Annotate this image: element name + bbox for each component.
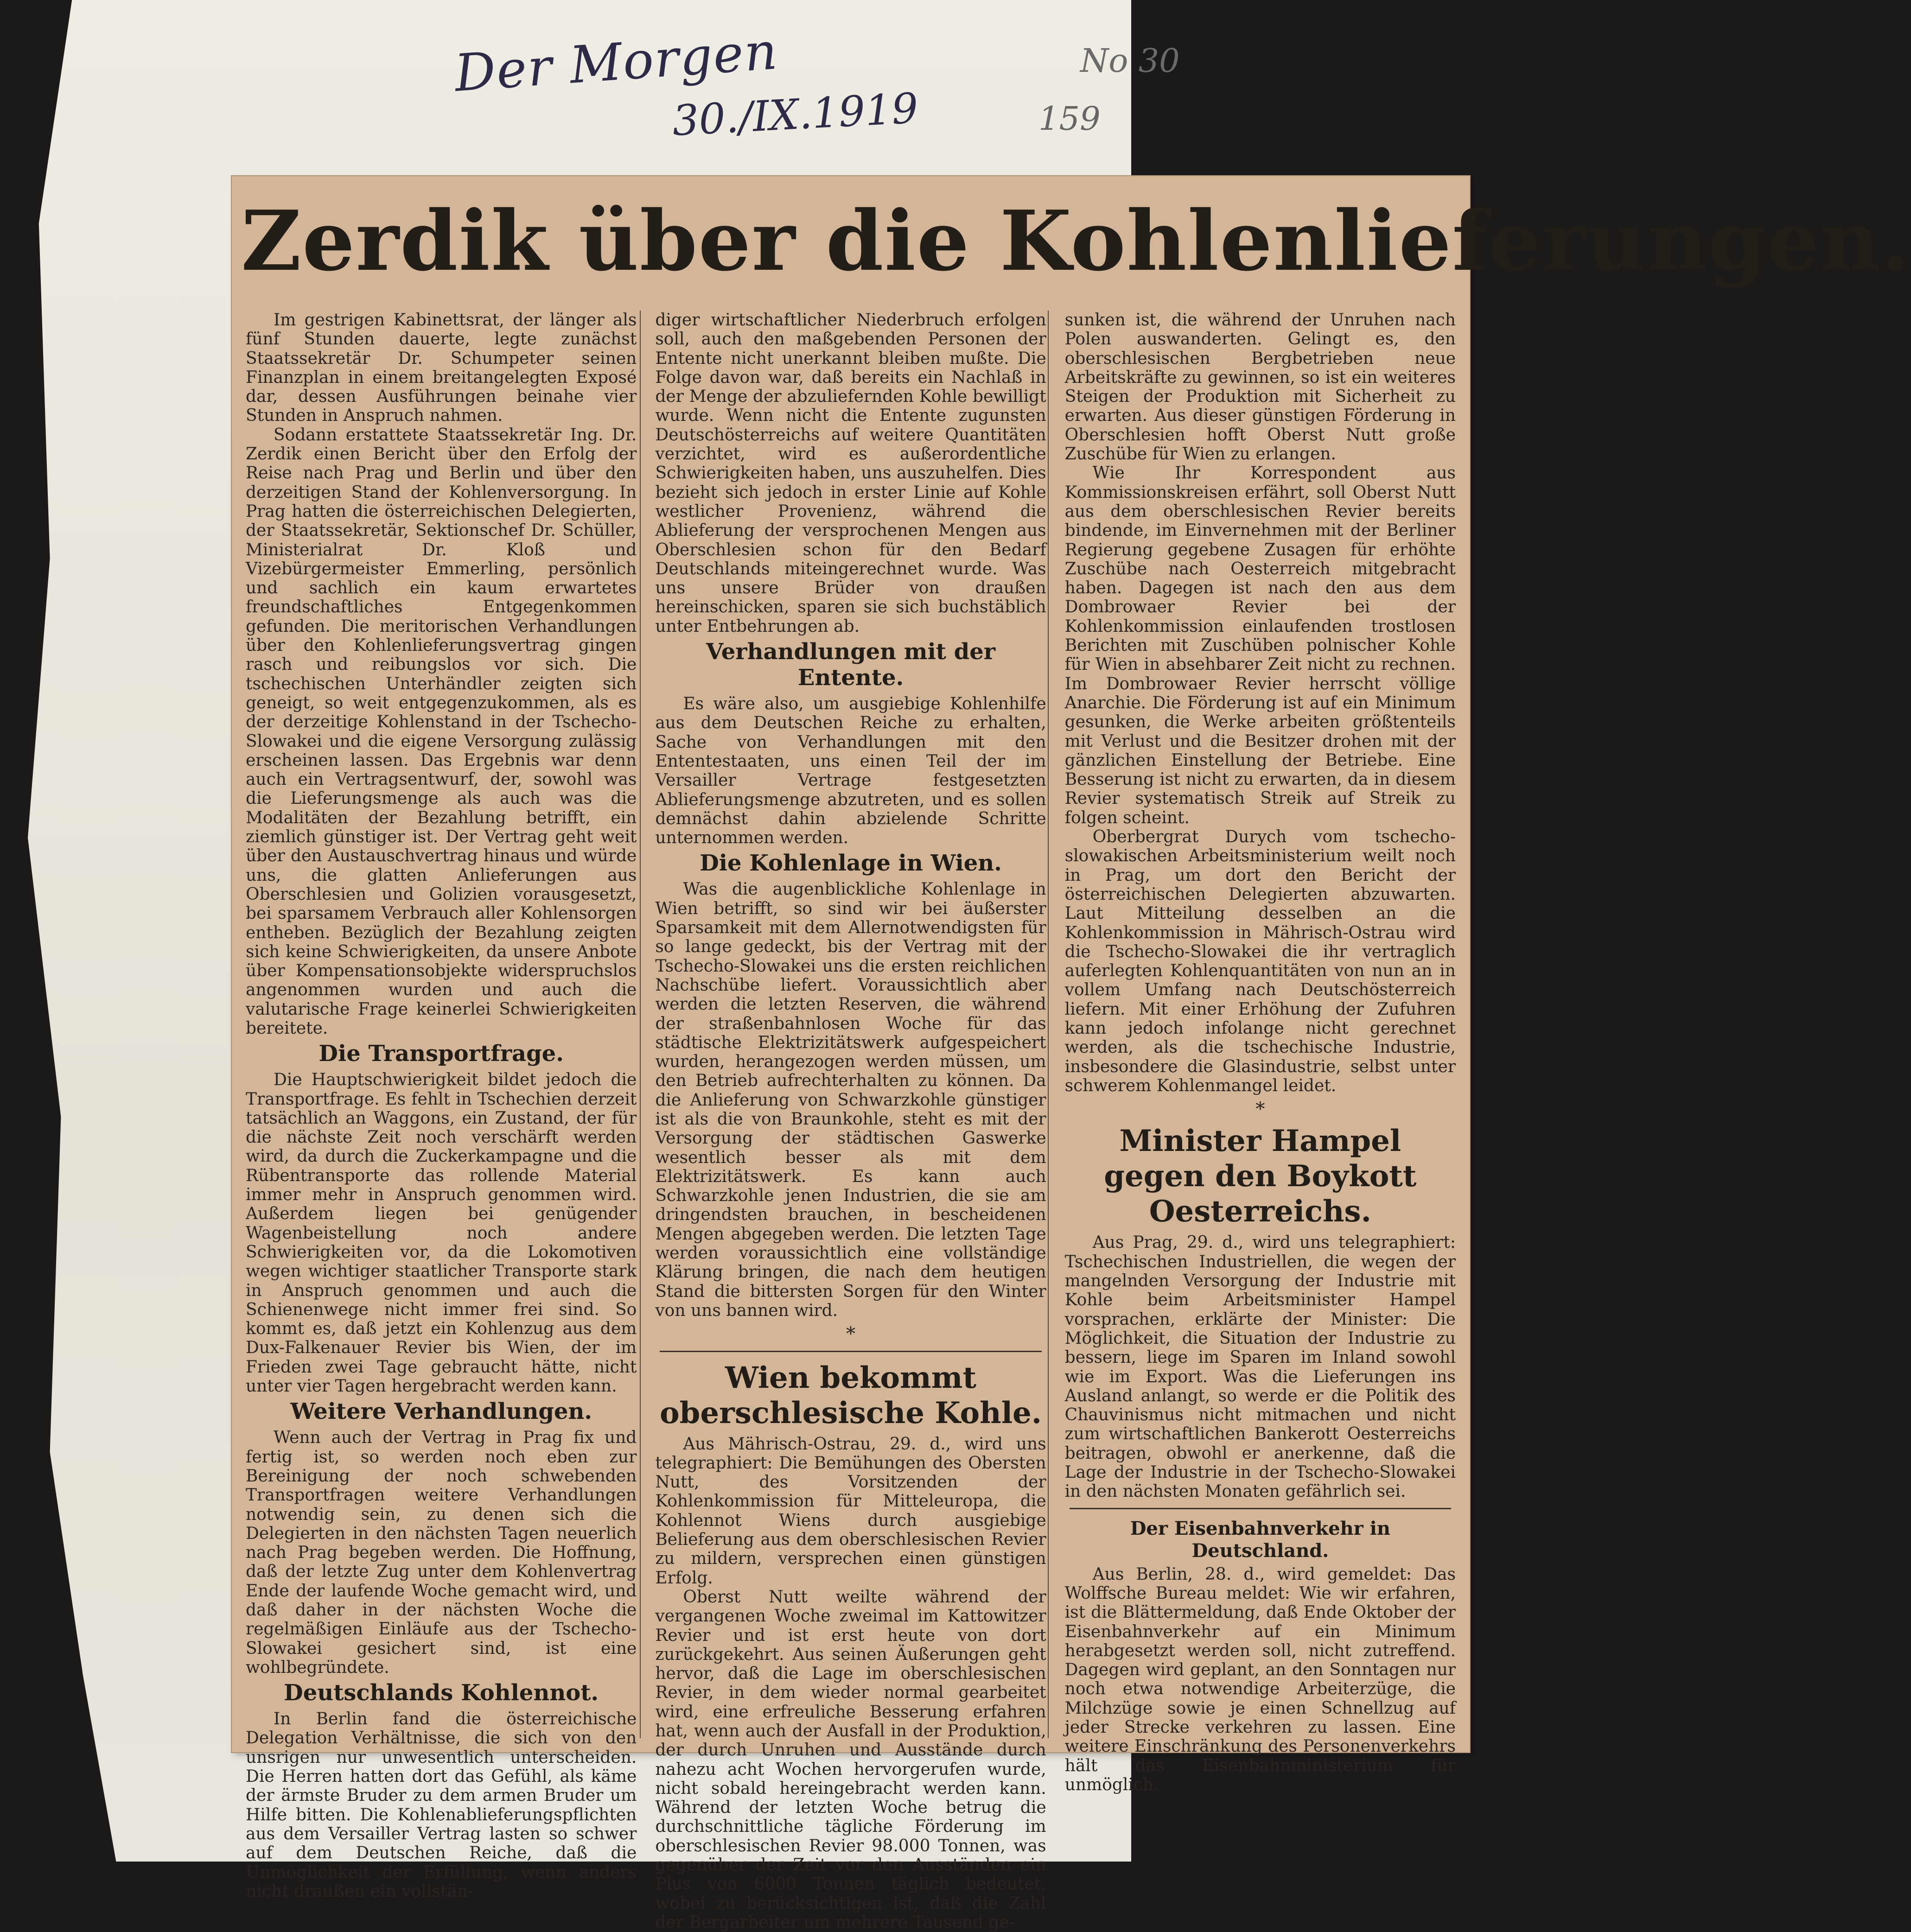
article-heading: Minister Hampel gegen den Boykott Oesterreichs. <box>1104 1124 1417 1229</box>
newspaper-clipping <box>232 176 1911 1932</box>
handwritten-page-number: 159 <box>1038 100 1101 138</box>
paragraph: Aus Mährisch-Ostrau, 29. d., wird uns telegraphiert: Die Bemühungen des Obersten Nutt, des Vorsitzenden der Kohlenkommission für Mitteleuropa, die Kohlennot Wiens durch ausgiebige Belieferung aus dem oberschlesischen Revier zu mildern, versprechen einen günstigen Erfolg. <box>655 1434 1046 1588</box>
divider-rule <box>660 1351 1041 1352</box>
section-separator-star: * <box>846 1323 855 1345</box>
paragraph: Die Hauptschwierigkeit bildet jedoch die Transportfrage. Es fehlt in Tschechien derzeit tatsächlich an Waggons, ein Zustand, der für die nächste Zeit noch verschärft werden wird, da durch die Zuckerkampagne und die Rübentransporte das rollende Material immer mehr in Anspruch genommen wird. Außerdem liegen bei genügender Wagenbeistellung noch andere Schwierigkeiten vor, da die Lokomotiven wegen wichtiger staatlicher Transporte stark in Anspruch genommen und auch die Schienenwege nicht immer frei sind. So kommt es, daß jetzt ein Kohlenzug aus dem Dux-Falkenauer Revier bis Wien, der im Frieden zwei Tage gebraucht hätte, nicht unter vier Tagen hergebracht werden kann. <box>246 1070 637 1396</box>
subheading: Deutschlands Kohlennot. <box>284 1680 599 1706</box>
paragraph: Oberst Nutt weilte während der vergangenen Woche zweimal im Kattowitzer Revier und ist erst heute von dort zurückgekehrt. Aus seinen Äußerungen geht hervor, daß die Lage im oberschlesischen Revier, in dem wieder normal gearbeitet wird, eine erfreuliche Besserung erfahren hat, wenn auch der Ausfall in der Produktion, der durch Unruhen und Ausstände durch nahezu acht Wochen hervorgerufen wurde, nicht sobald hereingebracht werden kann. Während der letzten Woche betrug die durchschnittliche tägliche Förderung im oberschlesischen Revier 98.000 Tonnen, was gegenüber der Zeit vor den Ausständen ein Plus von 6000 Tonnen täglich bedeutet, wobei zu berücksichtigen ist, daß die Zahl der Bergarbeiter um mehrere Tausend ge- <box>655 1587 1046 1932</box>
paragraph: Oberbergrat Durych vom tschecho-slowakischen Arbeitsministerium weilt noch in Prag, um dort den Bericht der österreichischen Delegierten abzuwarten. Laut Mitteilung desselben an die Kohlenkommission in Mährisch-Ostrau wird die Tschecho-Slowakei die ihr vertraglich auferlegten Kohlenquantitäten von nun an in vollem Umfang nach Deutschösterreich liefern. Mit einer Erhöhung der Zufuhren kann jedoch infolange nicht gerechnet werden, als die tschechische Industrie, insbesondere die Glasindustrie, selbst unter schwerem Kohlenmangel leidet. <box>1064 827 1456 1095</box>
subheading: Die Transportfrage. <box>318 1041 564 1067</box>
column-divider <box>1048 311 1049 1738</box>
paragraph: Aus Prag, 29. d., wird uns telegraphiert: Tschechischen Industriellen, die wegen der mangelnden Versorgung der Industrie mit Kohle beim Arbeitsminister Hampel vorsprachen, erklärte der Minister: Die Möglichkeit, die Situation der Industrie zu bessern, liege im Sparen im Inland sowohl wie im Export. Was die Lieferungen ins Ausland anlangt, so werde er die Politik des Chauvinismus nicht mitmachen und nicht zum wirtschaftlichen Bankerott Oesterreichs beitragen, obwohl er anerkenne, daß die Lage der Industrie in der Tschecho-Slowakei in den nächsten Monaten gefährlich sei. <box>1064 1233 1456 1501</box>
column-1 <box>246 311 637 1901</box>
subheading: Die Kohlenlage in Wien. <box>700 850 1002 877</box>
paragraph: Sodann erstattete Staatssekretär Ing. Dr. Zerdik einen Bericht über den Erfolg der Reise nach Prag und Berlin und über den derzeitigen Stand der Kohlenversorgung. In Prag hatten die österreichischen Delegierten, der Staatssekretär, Sektionschef Dr. Schüller, Ministerialrat Dr. Kloß und Vizebürgermeister Emmerling, persönlich und sachlich ein kaum erwartetes freundschaftliches Entgegenkommen gefunden. Die meritorischen Verhandlungen über den Kohlenlieferungsvertrag gingen rasch und reibungslos vor sich. Die tschechischen Unterhändler zeigten sich geneigt, so weit entgegenzukommen, als es der derzeitige Kohlenstand in der Tschecho-Slowakei und die eigene Versorgung zulässig erscheinen lassen. Das Ergebnis war denn auch ein Vertragsentwurf, der, sowohl was die Lieferungsmenge als auch was die Modalitäten der Bezahlung betrifft, ein ziemlich günstiger ist. Der Vertrag geht weit über den Austauschvertrag hinaus und würde uns, die glatten Anlieferungen aus Oberschlesien und Golizien vorausgesetzt, bei sparsamem Verbrauch aller Kohlensorgen entheben. Bezüglich der Bezahlung zeigten sich keine Schwierigkeiten, da unsere Anbote über Kompensationsobjekte widerspruchslos angenommen wurden und auch die valutarische Frage keinerlei Schwierigkeiten bereitete. <box>246 425 637 1038</box>
subheading: Verhandlungen mit der Entente. <box>706 639 996 691</box>
paragraph: Im gestrigen Kabinettsrat, der länger als fünf Stunden dauerte, legte zunächst Staatssekretär Dr. Schumpeter seinen Finanzplan in einem breitangelegten Exposé dar, dessen Ausführungen beinahe vier Stunden in Anspruch nahmen. <box>246 311 637 426</box>
subheading: Der Eisenbahnverkehr in Deutschland. <box>1130 1517 1390 1562</box>
handwritten-archive-number: No 30 <box>1080 42 1180 80</box>
handwritten-date: 30./IX.1919 <box>671 84 920 146</box>
paragraph: Es wäre also, um ausgiebige Kohlenhilfe aus dem Deutschen Reiche zu erhalten, Sache von Verhandlungen mit den Ententestaaten, uns einen Teil der im Versailler Vertrage festgesetzten Ablieferungsmenge abzutreten, und es sollen demnächst dahin abzielende Schritte unternommen werden. <box>655 694 1046 848</box>
paragraph: Wie Ihr Korrespondent aus Kommissionskreisen erfährt, soll Oberst Nutt aus dem oberschlesischen Revier bereits bindende, im Einvernehmen mit der Berliner Regierung gegebene Zusagen für erhöhte Zuschübe nach Oesterreich mitgebracht haben. Dagegen ist nach den aus dem Dombrowaer Revier bei der Kohlenkommission einlaufenden trostlosen Berichten mit Zuschüben polnischer Kohle für Wien in absehbarer Zeit nicht zu rechnen. Im Dombrowaer Revier herrscht völlige Anarchie. Die Förderung ist auf ein Minimum gesunken, die Werke arbeiten größtenteils mit Verlust und die Besitzer drohen mit der gänzlichen Einstellung der Betriebe. Eine Besserung ist nicht zu erwarten, da in diesem Revier systematisch Streik auf Streik zu folgen scheint. <box>1064 464 1456 827</box>
column-divider <box>640 311 641 1738</box>
subheading: Weitere Verhandlungen. <box>290 1398 592 1425</box>
section-separator-star: * <box>1255 1099 1265 1120</box>
handwritten-newspaper-name: Der Morgen <box>452 21 780 103</box>
column-2 <box>655 311 1046 1932</box>
paragraph: Was die augenblickliche Kohlenlage in Wien betrifft, so sind wir bei äußerster Sparsamkeit mit dem Allernotwendigsten für so lange gedeckt, bis der Vertrag mit der Tschecho-Slowakei uns die ersten reichlichen Nachschübe liefert. Voraussichtlich aber werden die letzten Reserven, die während der straßenbahnlosen Woche für das städtische Elektrizitätswerk aufgespeichert wurden, herangezogen werden müssen, um den Betrieb aufrechterhalten zu können. Da die Anlieferung von Schwarzkohle günstiger ist als die von Braunkohle, steht es mit der Versorgung der städtischen Gaswerke wesentlich besser als mit dem Elektrizitätswerk. Es kann auch Schwarzkohle jenen Industrien, die sie am dringendsten brauchen, in bescheidenen Mengen abgegeben werden. Die letzten Tage werden voraussichtlich eine vollständige Klärung bringen, die nach dem heutigen Stand die bittersten Sorgen für den Winter von uns bannen wird. <box>655 880 1046 1320</box>
article-columns <box>246 311 1456 1932</box>
paragraph: In Berlin fand die österreichische Delegation Verhältnisse, die sich von den unsrigen nur unwesentlich unterscheiden. Die Herren hatten dort das Gefühl, als käme der ärmste Bruder zu dem armen Bruder um Hilfe bitten. Die Kohlenablieferungspflichten aus dem Versailler Vertrag lasten so schwer auf dem Deutschen Reiche, daß die Unmöglichkeit der Erfüllung, wenn anders nicht draußen ein vollstän- <box>246 1710 637 1901</box>
divider-rule <box>1070 1508 1451 1509</box>
article-heading: Wien bekommt oberschlesische Kohle. <box>659 1360 1042 1430</box>
column-3 <box>1064 311 1456 1794</box>
paragraph: Wenn auch der Vertrag in Prag fix und fertig ist, so werden noch eben zur Bereinigung der noch schwebenden Transportfragen weitere Verhandlungen notwendig sein, zu denen sich die Delegierten in den nächsten Tagen neuerlich nach Prag begeben werden. Die Hoffnung, daß der letzte Zug unter dem Kohlenvertrag Ende der laufende Woche gemacht wird, und daß daher in der nächsten Woche die regelmäßigen Einläufe aus der Tschecho-Slowakei gesichert sind, ist eine wohlbegründete. <box>246 1428 637 1677</box>
paragraph: diger wirtschaftlicher Niederbruch erfolgen soll, auch den maßgebenden Personen der Entente nicht unerkannt bleiben mußte. Die Folge davon war, daß bereits ein Nachlaß in der Menge der abzuliefernden Kohle bewilligt wurde. Wenn nicht die Entente zugunsten Deutschösterreichs auf weitere Quantitäten verzichtet, wird es außerordentliche Schwierigkeiten haben, uns auszuhelfen. Dies bezieht sich jedoch in erster Linie auf Kohle westlicher Provenienz, während die Ablieferung der versprochenen Mengen aus Oberschlesien schon für den Bedarf Deutschlands miteingerechnet wurde. Was uns unsere Brüder von draußen hereinschicken, sparen sie sich buchstäblich unter Entbehrungen ab. <box>655 311 1046 636</box>
paragraph: sunken ist, die während der Unruhen nach Polen auswanderten. Gelingt es, den oberschlesischen Bergbetrieben neue Arbeitskräfte zu gewinnen, so ist ein weiteres Steigen der Produktion mit Sicherheit zu erwarten. Aus dieser günstigen Förderung in Oberschlesien hofft Oberst Nutt große Zuschübe für Wien zu erlangen. <box>1064 311 1456 464</box>
headline: Zerdik über die Kohlenlieferungen. <box>241 192 1911 289</box>
paragraph: Aus Berlin, 28. d., wird gemeldet: Das Wolffsche Bureau meldet: Wie wir erfahren, ist die Blättermeldung, daß Ende Oktober der Eisenbahnverkehr auf ein Minimum herabgesetzt werden soll, nicht zutreffend. Dagegen wird geplant, an den Sonntagen nur noch etwa notwendige Arbeiterzüge, die Milchzüge sowie je einen Schnellzug auf jeder Strecke verkehren zu lassen. Eine weitere Einschränkung des Personenverkehrs hält das Eisenbahnministerium für unmöglich. <box>1064 1564 1456 1794</box>
